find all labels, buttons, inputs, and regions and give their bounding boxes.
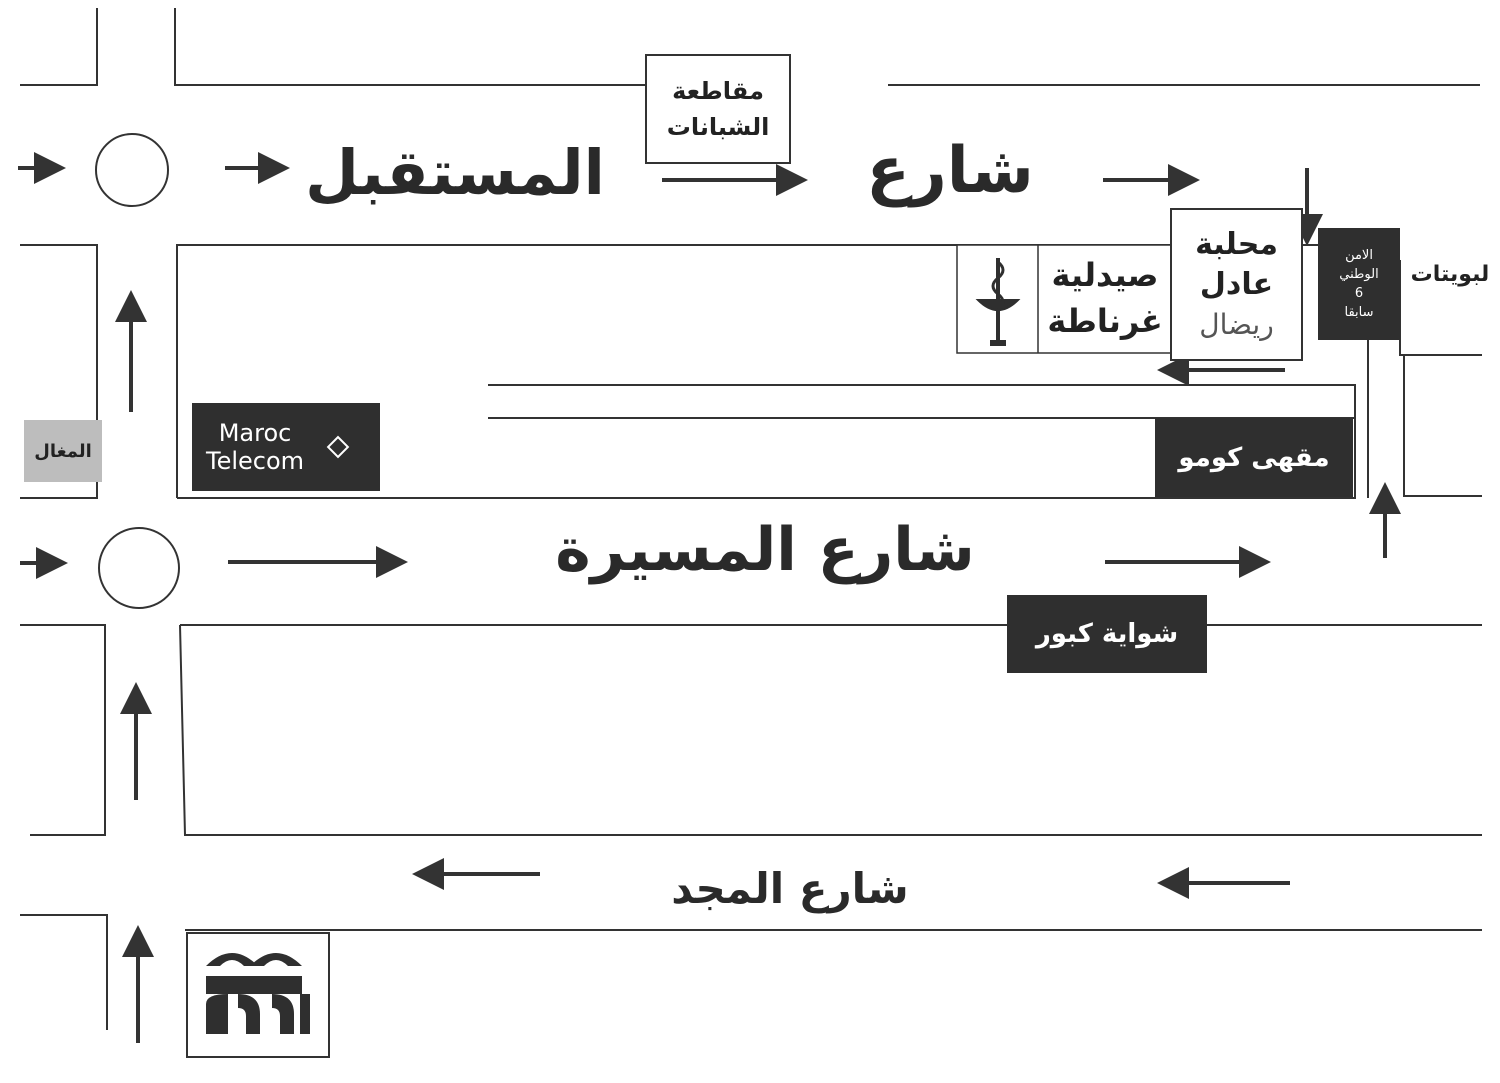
road-edge — [180, 625, 1482, 835]
police-line-2: الوطني — [1339, 267, 1379, 282]
road-edge — [20, 625, 105, 835]
street-name-majd: شارع المجد — [671, 864, 909, 913]
police-line-1: الامن — [1345, 248, 1373, 263]
police-line-4: سابقا — [1344, 305, 1374, 320]
road-edge — [20, 915, 107, 1030]
district-label — [645, 54, 791, 164]
mahlaba-line-2: عادل — [1199, 266, 1274, 302]
bank-logo-icon — [188, 934, 328, 1056]
district-line-1: مقاطعة — [672, 77, 764, 105]
telecom-text — [206, 419, 304, 475]
maroc-telecom-logo-icon — [327, 436, 350, 459]
street-name-massira: شارع المسيرة — [555, 515, 975, 585]
pharmacy-name — [1042, 252, 1168, 344]
telecom-line-2: Telecom — [206, 447, 305, 475]
mahlaba-sub: ريضال — [1199, 307, 1274, 341]
pharmacy-line-2: غرناطة — [1047, 302, 1163, 340]
police-station-box — [1318, 228, 1400, 340]
telecom-line-1: Maroc — [218, 419, 292, 447]
road-edge — [20, 8, 97, 85]
bank-logo-box — [186, 932, 330, 1058]
district-line-2: الشبانات — [666, 113, 770, 141]
mahlaba-line-1: محلبة — [1195, 226, 1278, 262]
mill-label: المغال — [24, 420, 102, 482]
maroc-telecom-box — [192, 403, 380, 491]
police-line-3: 6 — [1354, 286, 1364, 301]
pharmacy-line-1: صيدلية — [1051, 256, 1159, 294]
street-name-mustaqbal-b: المستقبل — [305, 136, 605, 209]
roundabout-top — [96, 134, 168, 206]
road-edge — [1404, 355, 1482, 496]
cafe-komo-box: مقهى كومو — [1155, 418, 1353, 497]
mahlaba-adil-box — [1170, 208, 1303, 361]
roundabout-middle — [99, 528, 179, 608]
road-edge — [175, 8, 645, 85]
lbouitat-label: لبويتات — [1410, 262, 1490, 287]
grill-kabbour-box: شواية كبور — [1007, 595, 1207, 673]
street-name-mustaqbal-a: شارع — [866, 134, 1034, 208]
road-edge — [20, 245, 97, 420]
